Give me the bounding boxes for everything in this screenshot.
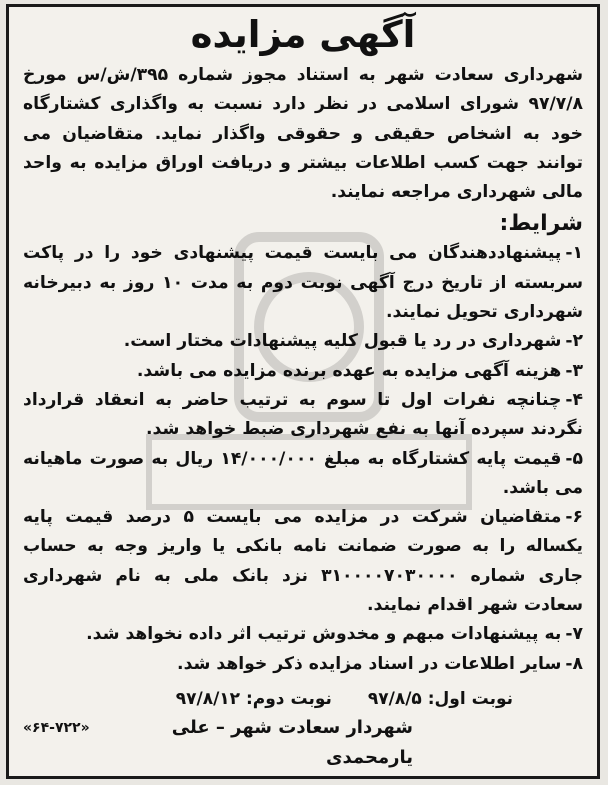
condition-item: ۸-سایر اطلاعات در اسناد مزایده ذکر خواهد شد. (177, 653, 583, 674)
condition-item: ۶-متقاضیان شرکت در مزایده می بایست ۵ درصد قیمت پایه یکساله را به صورت ضمانت نامه بانکی یا واریز وجه به حساب جاری شماره ۳۱۰۰۰۰۷۰۳۰۰۰۰ نزد بانک ملی به نام شهرداری سعادت شهر اقدام نمایند. (23, 507, 583, 616)
signature: شهردار سعادت شهر – علی یارمحمدی (171, 716, 413, 768)
notice-dates (23, 685, 583, 713)
signature-line (23, 713, 583, 768)
conditions-list (23, 239, 583, 678)
condition-item: ۴-چنانچه نفرات اول تا سوم به ترتیب حاضر به انعقاد قرارداد نگردند سپرده آنها به نفع شهرداری ضبط خواهد شد. (23, 389, 583, 440)
conditions-heading: شرایط: (499, 211, 583, 237)
second-notice-date: نوبت دوم: ۹۷/۸/۱۲ (175, 688, 332, 709)
first-notice-date: نوبت اول: ۹۷/۸/۵ (367, 688, 513, 709)
notice-title: آگهی مزایده (190, 13, 416, 56)
notice-code: «۶۴-۷۲۲» (23, 719, 90, 736)
condition-item: ۳-هزینه آگهی مزایده به عهده برنده مزایده می باشد. (136, 360, 583, 381)
condition-item: ۱-پیشنهاددهندگان می بایست قیمت پیشنهادی خود را در پاکت سربسته از تاریخ درج آگهی نوبت دوم به مدت ۱۰ روز به دبیرخانه شهرداری تحویل نمایند. (23, 243, 583, 323)
condition-item: ۷-به پیشنهادات مبهم و مخدوش ترتیب اثر داده نخواهد شد. (86, 624, 583, 645)
intro-paragraph: شهرداری سعادت شهر به استناد مجوز شماره ۳۹۵/ش/س مورخ ۹۷/۷/۸ شورای اسلامی در نظر دارد نسبت به واگذاری کشتارگاه خود به اشخاص حقیقی و حقوقی واگذار نماید. متقاضیان می توانند جهت کسب اطلاعات بیشتر و دریافت اوراق مزایده به واحد مالی شهرداری مراجعه نمایند. (23, 65, 583, 203)
condition-item: ۵-قیمت پایه کشتارگاه به مبلغ ۱۴/۰۰۰/۰۰۰ ریال به صورت ماهیانه می باشد. (23, 448, 583, 498)
condition-item: ۲-شهرداری در رد یا قبول کلیه پیشنهادات مختار است. (123, 331, 583, 352)
notice-page (6, 4, 600, 779)
